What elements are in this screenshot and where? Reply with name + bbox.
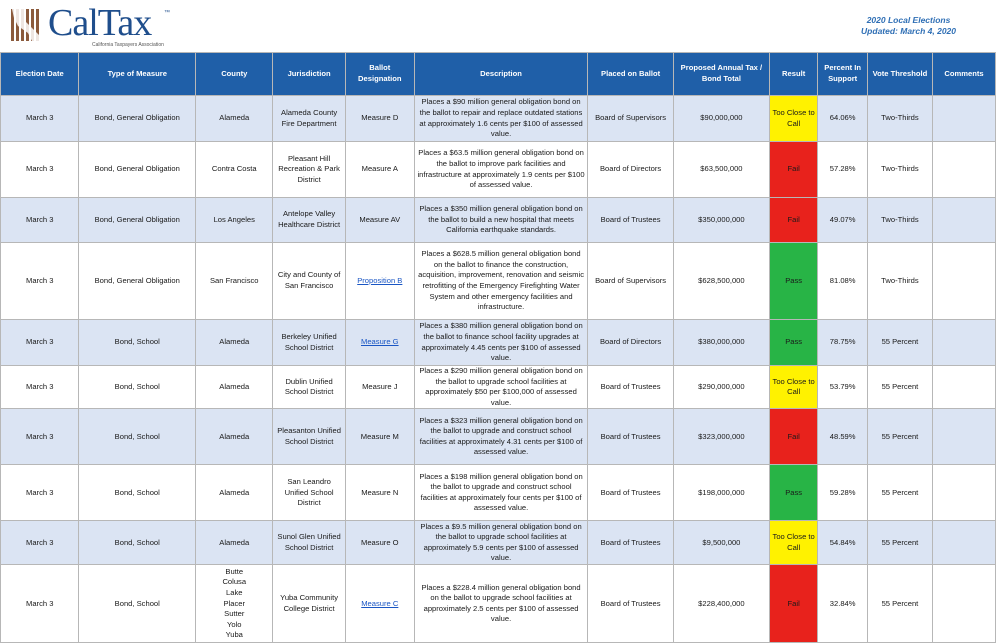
logo-text: CalTax xyxy=(48,2,152,44)
county-cell: Los Angeles xyxy=(196,198,273,243)
result-cell: Fail xyxy=(769,198,818,243)
column-header: Ballot Designation xyxy=(345,53,414,96)
placed-on-ballot-cell: Board of Trustees xyxy=(588,465,674,521)
comments-cell xyxy=(932,243,995,320)
jurisdiction-cell: Berkeley Unified School District xyxy=(273,320,345,366)
caltax-logo xyxy=(10,2,170,48)
placed-on-ballot-cell: Board of Trustees xyxy=(588,521,674,565)
tax-bond-total-cell: $228,400,000 xyxy=(673,565,769,643)
vote-threshold-cell: 55 Percent xyxy=(867,366,932,409)
table-row xyxy=(1,198,996,243)
jurisdiction-cell: Pleasanton Unified School District xyxy=(273,409,345,465)
election-date-cell: March 3 xyxy=(1,565,79,643)
placed-on-ballot-cell: Board of Directors xyxy=(588,142,674,198)
column-header: Placed on Ballot xyxy=(588,53,674,96)
ballot-designation-cell: Measure D xyxy=(345,96,414,142)
table-row xyxy=(1,565,996,643)
table-row xyxy=(1,465,996,521)
county-cell: Alameda xyxy=(196,521,273,565)
tax-bond-total-cell: $198,000,000 xyxy=(673,465,769,521)
description-cell: Places a $198 million general obligation bond on the ballot to upgrade and construct school facilities at approximately four cents per $100 of assessed value. xyxy=(414,465,587,521)
ballot-designation-cell xyxy=(345,320,414,366)
result-cell: Pass xyxy=(769,320,818,366)
column-header: Type of Measure xyxy=(79,53,196,96)
description-cell: Places a $380 million general obligation bond on the ballot to finance school facility upgrades at approximately 4.45 cents per $100 of assessed value. xyxy=(414,320,587,366)
percent-support-cell: 32.84% xyxy=(818,565,868,643)
result-cell: Fail xyxy=(769,142,818,198)
measures-table xyxy=(0,52,996,643)
election-date-cell: March 3 xyxy=(1,320,79,366)
percent-support-cell: 54.84% xyxy=(818,521,868,565)
percent-support-cell: 48.59% xyxy=(818,409,868,465)
table-row xyxy=(1,320,996,366)
result-cell: Too Close to Call xyxy=(769,96,818,142)
description-cell: Places a $228.4 million general obligation bond on the ballot to upgrade school facilities at approximately 2.5 cents per $100 of assessed value. xyxy=(414,565,587,643)
comments-cell xyxy=(932,366,995,409)
percent-support-cell: 81.08% xyxy=(818,243,868,320)
election-date-cell: March 3 xyxy=(1,142,79,198)
description-cell: Places a $350 million general obligation bond on the ballot to build a new hospital that meets California earthquake standards. xyxy=(414,198,587,243)
column-header: Description xyxy=(414,53,587,96)
result-cell: Pass xyxy=(769,243,818,320)
description-cell: Places a $90 million general obligation bond on the ballot to repair and replace outdated stations at approximately 1.6 cents per $100 of assessed value. xyxy=(414,96,587,142)
tax-bond-total-cell: $323,000,000 xyxy=(673,409,769,465)
description-cell: Places a $63.5 million general obligation bond on the ballot to improve park facilities and infrastructure at approximately 1.9 cents per $100 of assessed value. xyxy=(414,142,587,198)
election-date-cell: March 3 xyxy=(1,96,79,142)
ballot-designation-cell xyxy=(345,565,414,643)
placed-on-ballot-cell: Board of Trustees xyxy=(588,409,674,465)
ballot-designation-cell: Measure O xyxy=(345,521,414,565)
vote-threshold-cell: Two-Thirds xyxy=(867,142,932,198)
county-cell: Alameda xyxy=(196,366,273,409)
election-date-cell: March 3 xyxy=(1,366,79,409)
tax-bond-total-cell: $350,000,000 xyxy=(673,198,769,243)
election-title: 2020 Local Elections xyxy=(866,15,951,25)
measure-type-cell: Bond, General Obligation xyxy=(79,96,196,142)
percent-support-cell: 64.06% xyxy=(818,96,868,142)
comments-cell xyxy=(932,409,995,465)
comments-cell xyxy=(932,96,995,142)
comments-cell xyxy=(932,320,995,366)
ballot-designation-cell: Measure AV xyxy=(345,198,414,243)
table-row xyxy=(1,96,996,142)
table-row xyxy=(1,366,996,409)
election-date-cell: March 3 xyxy=(1,409,79,465)
placed-on-ballot-cell: Board of Supervisors xyxy=(588,96,674,142)
tax-bond-total-cell: $90,000,000 xyxy=(673,96,769,142)
percent-support-cell: 78.75% xyxy=(818,320,868,366)
column-header: Percent In Support xyxy=(818,53,868,96)
vote-threshold-cell: 55 Percent xyxy=(867,521,932,565)
measure-type-cell: Bond, School xyxy=(79,565,196,643)
percent-support-cell: 49.07% xyxy=(818,198,868,243)
page-header xyxy=(0,0,996,52)
percent-support-cell: 53.79% xyxy=(818,366,868,409)
ballot-designation-cell: Measure N xyxy=(345,465,414,521)
county-cell: Alameda xyxy=(196,465,273,521)
ballot-designation-link[interactable]: Proposition B xyxy=(357,275,403,285)
table-row xyxy=(1,243,996,320)
vote-threshold-cell: 55 Percent xyxy=(867,409,932,465)
ballot-designation-cell xyxy=(345,243,414,320)
comments-cell xyxy=(932,565,995,643)
county-cell: Alameda xyxy=(196,96,273,142)
column-header: Jurisdiction xyxy=(273,53,345,96)
table-row xyxy=(1,521,996,565)
jurisdiction-cell: Alameda County Fire Department xyxy=(273,96,345,142)
logo-subtitle: California Taxpayers Association xyxy=(92,42,164,48)
vote-threshold-cell: 55 Percent xyxy=(867,465,932,521)
placed-on-ballot-cell: Board of Supervisors xyxy=(588,243,674,320)
county-cell: Alameda xyxy=(196,320,273,366)
column-header: Proposed Annual Tax / Bond Total xyxy=(673,53,769,96)
tax-bond-total-cell: $63,500,000 xyxy=(673,142,769,198)
tax-bond-total-cell: $628,500,000 xyxy=(673,243,769,320)
placed-on-ballot-cell: Board of Trustees xyxy=(588,366,674,409)
measure-type-cell: Bond, General Obligation xyxy=(79,142,196,198)
comments-cell xyxy=(932,198,995,243)
placed-on-ballot-cell: Board of Trustees xyxy=(588,198,674,243)
column-header: Election Date xyxy=(1,53,79,96)
measure-type-cell: Bond, School xyxy=(79,320,196,366)
ballot-designation-link[interactable]: Measure G xyxy=(361,337,399,347)
result-cell: Pass xyxy=(769,465,818,521)
election-date-cell: March 3 xyxy=(1,243,79,320)
jurisdiction-cell: Yuba Community College District xyxy=(273,565,345,643)
result-cell: Too Close to Call xyxy=(769,521,818,565)
description-cell: Places a $628.5 million general obligation bond on the ballot to finance the construction, acquisition, improvement, renovation and seismic retrofitting of the Emergency Firefighting Water System and other emergency facilities and infrastructure. xyxy=(414,243,587,320)
measure-type-cell: Bond, School xyxy=(79,465,196,521)
logo-trademark: ™ xyxy=(164,10,170,16)
jurisdiction-cell: Dublin Unified School District xyxy=(273,366,345,409)
measure-type-cell: Bond, School xyxy=(79,521,196,565)
result-cell: Fail xyxy=(769,565,818,643)
table-row xyxy=(1,142,996,198)
column-header: Vote Threshold xyxy=(867,53,932,96)
jurisdiction-cell: Pleasant Hill Recreation & Park District xyxy=(273,142,345,198)
vote-threshold-cell: 55 Percent xyxy=(867,320,932,366)
jurisdiction-cell: Sunol Glen Unified School District xyxy=(273,521,345,565)
ballot-designation-cell: Measure J xyxy=(345,366,414,409)
description-cell: Places a $323 million general obligation bond on the ballot to upgrade and construct school facilities at approximately 4.31 cents per $100 of assessed value. xyxy=(414,409,587,465)
county-cell: San Francisco xyxy=(196,243,273,320)
tax-bond-total-cell: $380,000,000 xyxy=(673,320,769,366)
comments-cell xyxy=(932,465,995,521)
measure-type-cell: Bond, School xyxy=(79,409,196,465)
ballot-designation-link[interactable]: Measure C xyxy=(361,598,399,608)
percent-support-cell: 57.28% xyxy=(818,142,868,198)
placed-on-ballot-cell: Board of Trustees xyxy=(588,565,674,643)
tax-bond-total-cell: $290,000,000 xyxy=(673,366,769,409)
election-info xyxy=(861,15,956,37)
election-date-cell: March 3 xyxy=(1,521,79,565)
measure-type-cell: Bond, School xyxy=(79,366,196,409)
vote-threshold-cell: Two-Thirds xyxy=(867,198,932,243)
tax-bond-total-cell: $9,500,000 xyxy=(673,521,769,565)
column-header: Comments xyxy=(932,53,995,96)
percent-support-cell: 59.28% xyxy=(818,465,868,521)
updated-date: Updated: March 4, 2020 xyxy=(861,26,956,36)
description-cell: Places a $290 million general obligation bond on the ballot to upgrade school facilities at approximately $50 per $100,000 of assessed value. xyxy=(414,366,587,409)
california-map-icon xyxy=(10,6,46,44)
column-header: County xyxy=(196,53,273,96)
description-cell: Places a $9.5 million general obligation bond on the ballot to upgrade school facilities at approximately 5.9 cents per $100 of assessed value. xyxy=(414,521,587,565)
vote-threshold-cell: 55 Percent xyxy=(867,565,932,643)
measure-type-cell: Bond, General Obligation xyxy=(79,243,196,320)
vote-threshold-cell: Two-Thirds xyxy=(867,243,932,320)
jurisdiction-cell: Antelope Valley Healthcare District xyxy=(273,198,345,243)
ballot-designation-cell: Measure A xyxy=(345,142,414,198)
comments-cell xyxy=(932,521,995,565)
county-cell: Contra Costa xyxy=(196,142,273,198)
election-date-cell: March 3 xyxy=(1,465,79,521)
jurisdiction-cell: City and County of San Francisco xyxy=(273,243,345,320)
table-row xyxy=(1,409,996,465)
column-header: Result xyxy=(769,53,818,96)
result-cell: Fail xyxy=(769,409,818,465)
placed-on-ballot-cell: Board of Directors xyxy=(588,320,674,366)
result-cell: Too Close to Call xyxy=(769,366,818,409)
ballot-designation-cell: Measure M xyxy=(345,409,414,465)
county-cell: Butte Colusa Lake Placer Sutter Yolo Yuba xyxy=(196,565,273,643)
election-date-cell: March 3 xyxy=(1,198,79,243)
vote-threshold-cell: Two-Thirds xyxy=(867,96,932,142)
table-header-row xyxy=(1,53,996,96)
county-cell: Alameda xyxy=(196,409,273,465)
comments-cell xyxy=(932,142,995,198)
jurisdiction-cell: San Leandro Unified School District xyxy=(273,465,345,521)
measure-type-cell: Bond, General Obligation xyxy=(79,198,196,243)
